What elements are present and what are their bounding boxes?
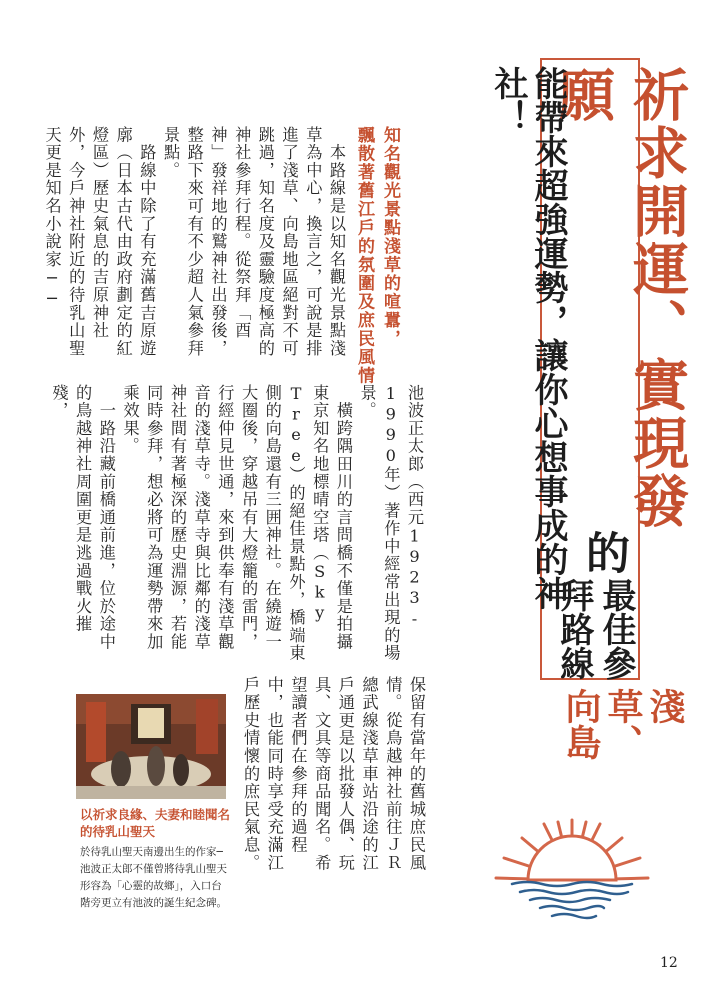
page-title: 祈求開運、實現發願 — [550, 66, 690, 530]
title-best-line2: 拜路線 — [554, 578, 594, 680]
body-text-top-left: 本路線是以知名觀光景點淺草為中心，換言之，可說是排進了淺草、向島地區絕對不可跳過，知名度及靈驗度極高的神社參拜行程。從祭拜「酉神」發祥地的鷲神社出發後，整路下來可有不少超人氣參拜景點。 路線中除了有充滿舊吉原遊廓（日本古代由政府劃定的紅燈區）歷史氣息的吉原神社外，今戶神社附近的待乳山聖天更是知名小說家── — [42, 126, 346, 358]
page-subtitle: 能帶來超強運勢，讓你心想事成的神社！ — [488, 66, 568, 610]
sun-half — [528, 836, 616, 880]
photo-caption: 於待乳山聖天南邊出生的作家─池波正太郎不僅曾將待乳山聖天形容為「心靈的故鄉」，入口台階旁更立有池波的誕生紀念碑。 — [80, 846, 227, 909]
body-text-top-right: 池波正太郎（西元1923-1990年）著作中經常出現的場景。 橫跨隅田川的言問橋不僅是拍攝東京知名地標晴空塔（Sky Tree）的絕佳景點外，橋端東側的向島還有三囲神社。在繞遊一大圈後，穿越吊有大燈籠的雷門，行經仲見世通，來到供奉有淺草觀音的淺草寺。淺草寺與比鄰的淺草神社間有著極深的歷史淵源，若能同時參拜，想必將可為運勢帶來加乘效果。 一路沿藏前橋通前進，位於途中的鳥越神社周圍更是逃過戰火摧殘， — [49, 384, 424, 663]
shrine-photo-illustration — [76, 694, 226, 799]
shrine-photo — [76, 694, 226, 799]
waves — [512, 882, 632, 918]
area-line1: 淺草、 — [602, 688, 686, 760]
page-number: 12 — [660, 955, 678, 971]
photo-caption-head: 以祈求良緣、夫妻和睦聞名的待乳山聖天 — [80, 807, 231, 839]
sunrise-illustration — [472, 780, 672, 940]
body-text-lower-left — [70, 384, 246, 668]
title-best-line1: 最佳參 — [596, 578, 636, 680]
lead-line2: 飄散著舊江戶的氛圍及庶民風情 — [354, 126, 374, 385]
title-particle: 的 — [578, 530, 629, 574]
area-line2: 向島 — [560, 688, 602, 760]
body-text-bottom: 保留有當年的舊城庶民風情。從鳥越神社前往ＪＲ總武線淺草車站沿途的江戶通更是以批發人偶、玩具、文具等商品聞名。希望讀者們在參拜的過程中，也能同時享受充滿江戶歷史情懷的庶民氣息。 — [241, 676, 426, 872]
lead-line1: 知名觀光景點淺草的喧囂， — [380, 126, 400, 348]
